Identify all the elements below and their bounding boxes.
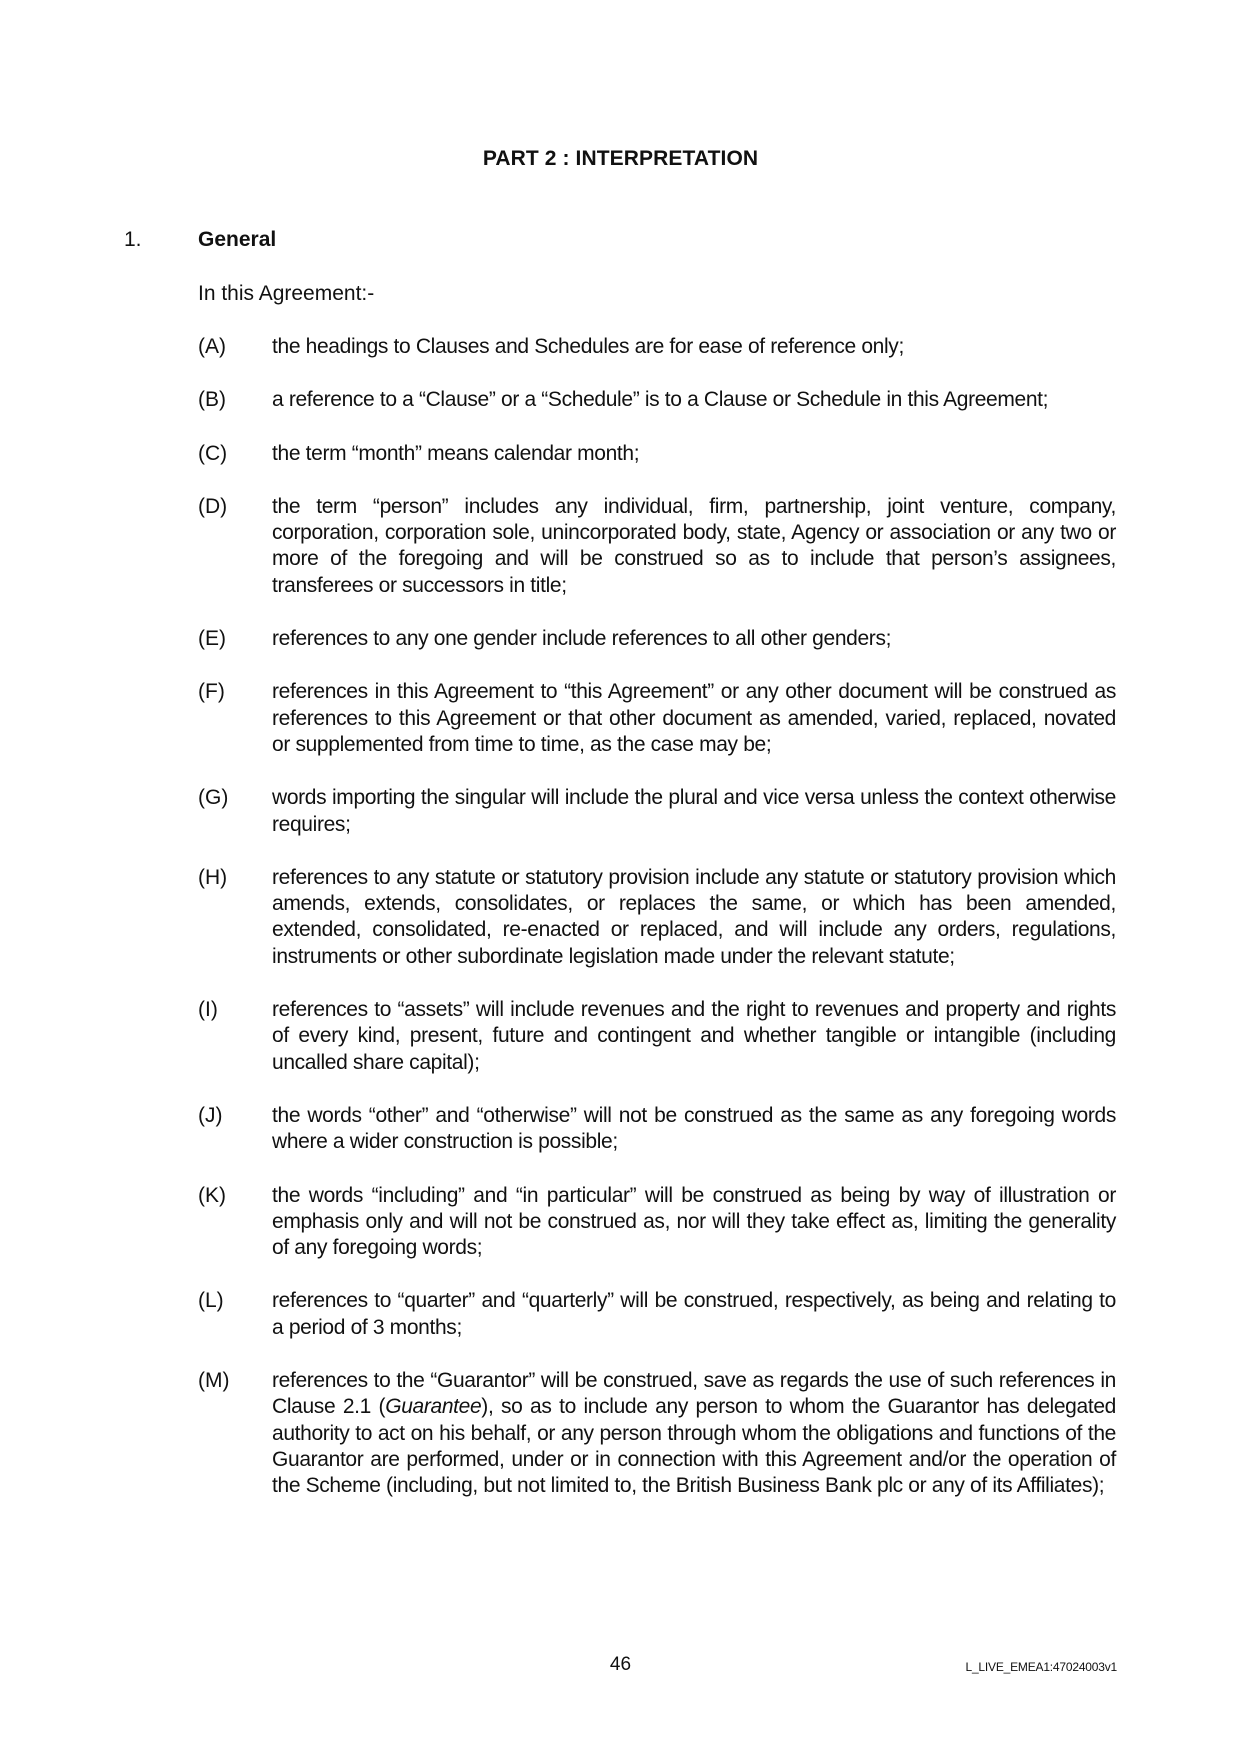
item-label: (M) [198, 1369, 230, 1393]
clause-heading: General [198, 228, 277, 251]
item-label: (B) [198, 388, 226, 412]
clause-number: 1. [124, 228, 142, 251]
page-title: PART 2 : INTERPRETATION [482, 147, 759, 170]
item-label: (K) [198, 1183, 226, 1207]
clause-reference-italic: Guarantee [385, 1395, 482, 1419]
clause-intro: In this Agreement:- [198, 282, 375, 305]
item-text: a reference to a “Clause” or a “Schedule” is to a Clause or Schedule in this Agreement; [272, 388, 1049, 412]
item-label: (I) [198, 998, 218, 1022]
item-text: references to “quarter” and “quarterly” will be construed, respectively, as being and relating to a period of 3 months; [272, 1289, 1116, 1339]
item-label: (L) [198, 1289, 224, 1313]
item-text: references to any one gender include references to all other genders; [272, 627, 892, 651]
item-text: the words “other” and “otherwise” will not be construed as the same as any foregoing words where a wider construction is possible; [272, 1103, 1116, 1154]
item-text: references in this Agreement to “this Agreement” or any other document will be construed as references to this Agreement or that other document as amended, varied, replaced, novated or supplemented from time to time, as the case may be; [272, 680, 1116, 756]
list-item [198, 626, 1116, 652]
item-text: the term “month” means calendar month; [272, 441, 640, 465]
list-item [198, 997, 1116, 1076]
list-item [198, 785, 1116, 838]
item-label: (G) [198, 786, 229, 810]
item-label: (A) [198, 335, 226, 358]
item-label: (J) [198, 1103, 223, 1127]
item-text: words importing the singular will include the plural and vice versa unless the context otherwise requires; [272, 786, 1116, 836]
item-label: (C) [198, 441, 228, 465]
item-text-start: references to the “Guarantor” will be construed, save as regards the use of such references in Clause 2.1 ( [272, 1369, 1116, 1419]
item-text: references to any statute or statutory provision include any statute or statutory provision which amends, extends, consolidates, or replaces the same, or which has been amended, extended, consolidated, re-enacted or replaced, and will include any orders, regulations, instruments or other subordinate legislation made under the relevant statute; [272, 865, 1116, 968]
list-item [198, 334, 1116, 360]
list-item [198, 441, 1116, 467]
item-text: the headings to Clauses and Schedules are for ease of reference only; [272, 335, 904, 358]
item-label: (F) [198, 680, 225, 704]
item-text: the term “person” includes any individual, firm, partnership, joint venture, company, corporation, corporation sole, unincorporated body, state, Agency or association or any two or more of the foregoing and will be construed so as to include that person’s assignees, transferees or successors in title; [272, 494, 1116, 597]
list-item [198, 679, 1116, 758]
footer-page-number: 46 [609, 1654, 632, 1675]
list-item [198, 1183, 1116, 1262]
interpretation-list [198, 334, 1116, 1527]
list-item [198, 1368, 1116, 1499]
item-label: (D) [198, 494, 228, 518]
list-item [198, 1288, 1116, 1341]
item-text [272, 1368, 1116, 1499]
item-text: references to “assets” will include revenues and the right to revenues and property and rights of every kind, present, future and contingent and whether tangible or intangible (including uncalled share capital); [272, 998, 1116, 1074]
list-item [198, 494, 1116, 599]
item-text-end: ), so as to include any person to whom the Guarantor has delegated authority to act on his behalf, or any person through whom the obligations and functions of the Guarantor are performed, under or in connection with this Agreement and/or the operation of the Scheme (including, but not limited to, the British Business Bank plc or any of its Affiliates); [272, 1395, 1116, 1498]
footer-doc-ref: L_LIVE_EMEA1:47024003v1 [965, 1660, 1117, 1674]
item-label: (H) [198, 865, 228, 889]
list-item [198, 387, 1116, 413]
list-item [198, 865, 1116, 970]
list-item [198, 1103, 1116, 1156]
item-text: the words “including” and “in particular” will be construed as being by way of illustration or emphasis only and will not be construed as, nor will they take effect as, limiting the generality of any foregoing words; [272, 1183, 1116, 1260]
item-label: (E) [198, 627, 226, 651]
